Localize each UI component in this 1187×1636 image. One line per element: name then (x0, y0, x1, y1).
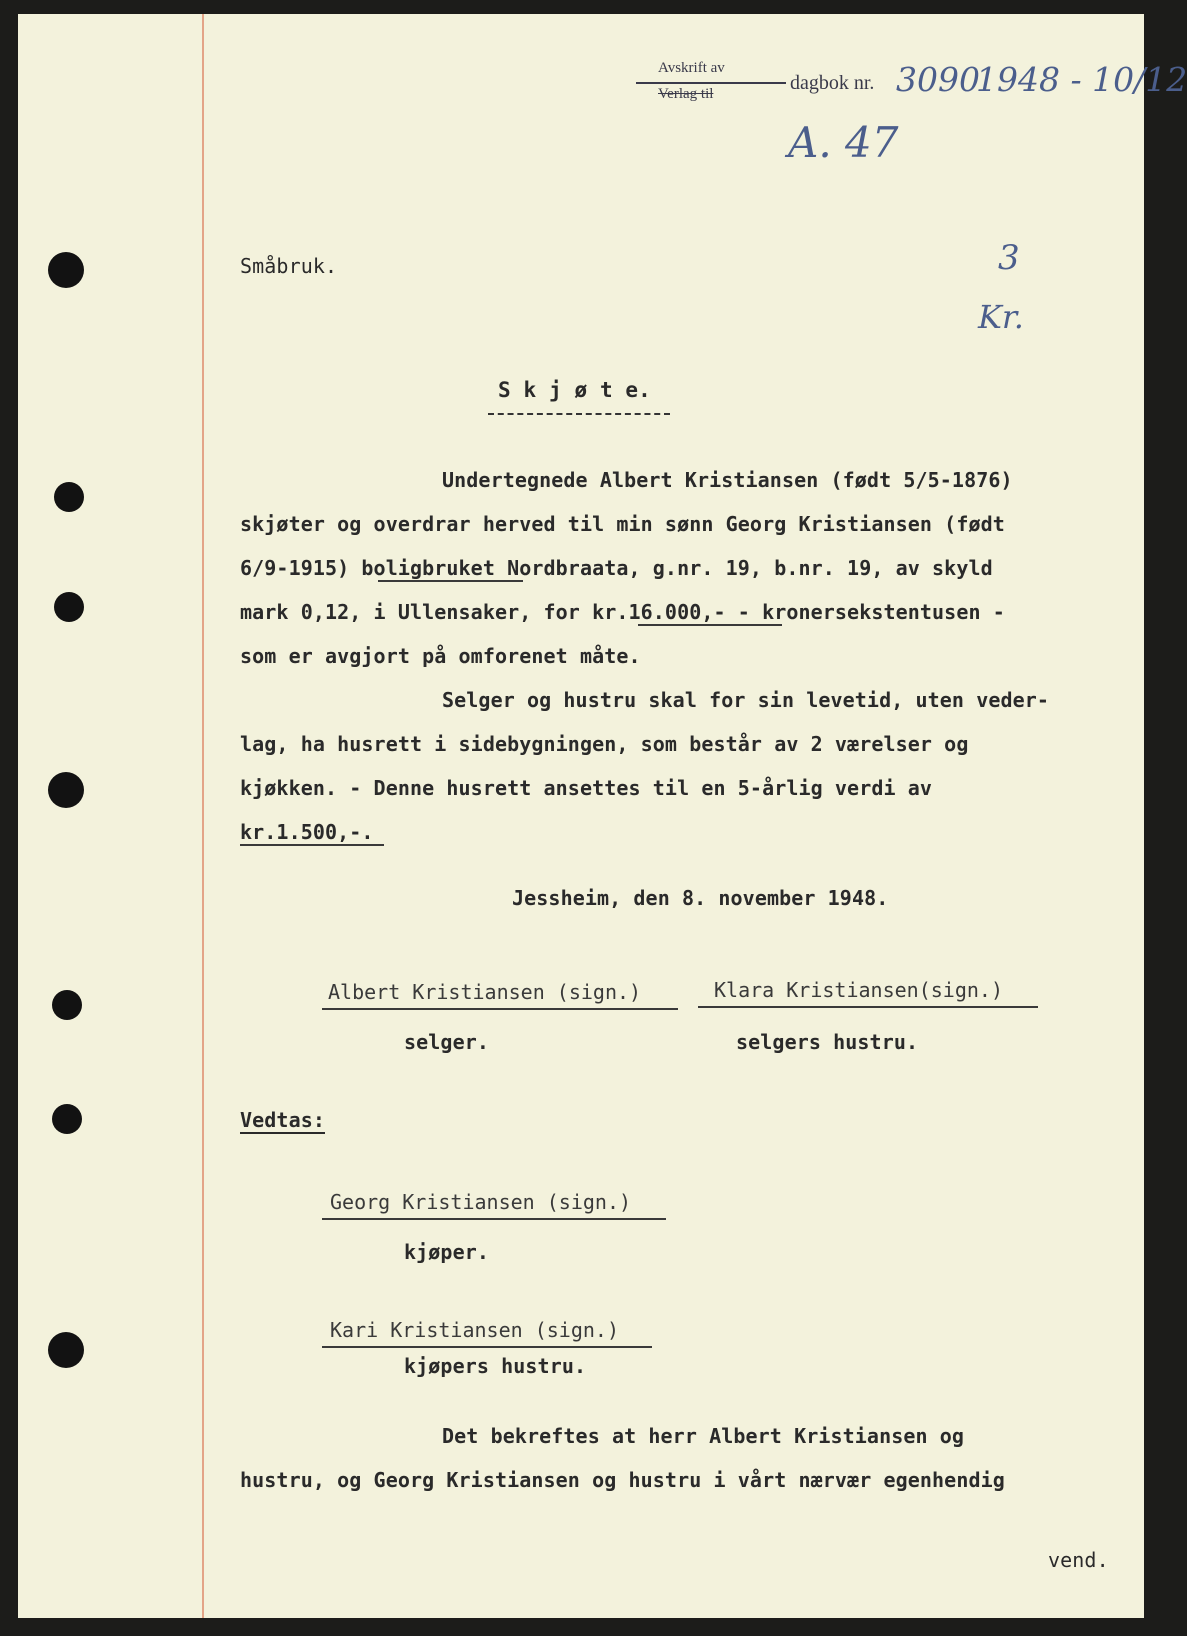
punch-hole (52, 990, 82, 1020)
closing-line: hustru, og Georg Kristiansen og hustru i vårt nærvær egenhendig (240, 1468, 1005, 1492)
paragraph2-line: kr.1.500,-. (240, 820, 374, 844)
paragraph1-line: Undertegnede Albert Kristiansen (født 5/5-1876) (442, 468, 1013, 492)
handwritten-margin-number: 3 (998, 238, 1020, 278)
punch-hole (52, 1104, 82, 1134)
printed-struck-label: Verlag til (658, 86, 714, 102)
paragraph2-line: Selger og hustru skal for sin levetid, uten veder- (442, 688, 1050, 712)
accepted-label: Vedtas: (240, 1108, 325, 1132)
handwritten-margin-kr: Kr. (978, 298, 1024, 336)
underline-price (638, 624, 782, 626)
buyer-wife-signature-line (322, 1346, 652, 1348)
title-underline (488, 410, 670, 415)
underline-boligbruket (378, 580, 523, 582)
margin-line (202, 14, 204, 1618)
buyer-signature-line (322, 1218, 666, 1220)
punch-hole (48, 252, 84, 288)
paragraph1-line: 6/9-1915) boligbruket Nordbraata, g.nr. 19, b.nr. 19, av skyld (240, 556, 993, 580)
printed-avskrift: Avskrift av (658, 60, 725, 76)
paragraph1-line: som er avgjort på omforenet måte. (240, 644, 641, 668)
turn-page-note: vend. (1048, 1548, 1109, 1572)
punch-hole (48, 772, 84, 808)
buyer-signature: Georg Kristiansen (sign.) (330, 1190, 632, 1214)
category-label: Småbruk. (240, 254, 338, 278)
paragraph1-line: skjøter og overdrar herved til min sønn Georg Kristiansen (født (240, 512, 1005, 536)
place-date: Jessheim, den 8. november 1948. (512, 886, 889, 910)
punch-hole (48, 1332, 84, 1368)
buyer-role: kjøper. (404, 1240, 489, 1264)
paragraph2-line: lag, ha husrett i sidebygningen, som består av 2 værelser og (240, 732, 969, 756)
punch-hole (54, 482, 84, 512)
underline-value (240, 844, 384, 846)
closing-line: Det bekreftes at herr Albert Kristiansen og (442, 1424, 965, 1448)
seller-wife-role: selgers hustru. (736, 1030, 919, 1054)
dagbok-number: 3090 (896, 60, 980, 99)
buyer-wife-signature: Kari Kristiansen (sign.) (330, 1318, 619, 1342)
document-page (18, 14, 1187, 1618)
handwritten-folio: A. 47 (788, 118, 899, 167)
handwritten-dagbok: 1948 - 10/12 (976, 60, 1187, 99)
seller-role: selger. (404, 1030, 489, 1054)
paragraph2-line: kjøkken. - Denne husrett ansettes til en 5-årlig verdi av (240, 776, 933, 800)
header-rule (636, 82, 786, 84)
paragraph1-line: mark 0,12, i Ullensaker, for kr.16.000,- - kronersekstentusen - (240, 600, 1005, 624)
seller-signature-line (322, 1008, 678, 1010)
seller-wife-signature: Klara Kristiansen(sign.) (714, 978, 1003, 1002)
buyer-wife-role: kjøpers hustru. (404, 1354, 587, 1378)
punch-hole (54, 592, 84, 622)
seller-wife-signature-line (698, 1006, 1038, 1008)
seller-signature: Albert Kristiansen (sign.) (328, 980, 642, 1004)
document-title: S k j ø t e. (498, 378, 651, 402)
printed-dagbok-label: dagbok nr. (790, 72, 875, 94)
